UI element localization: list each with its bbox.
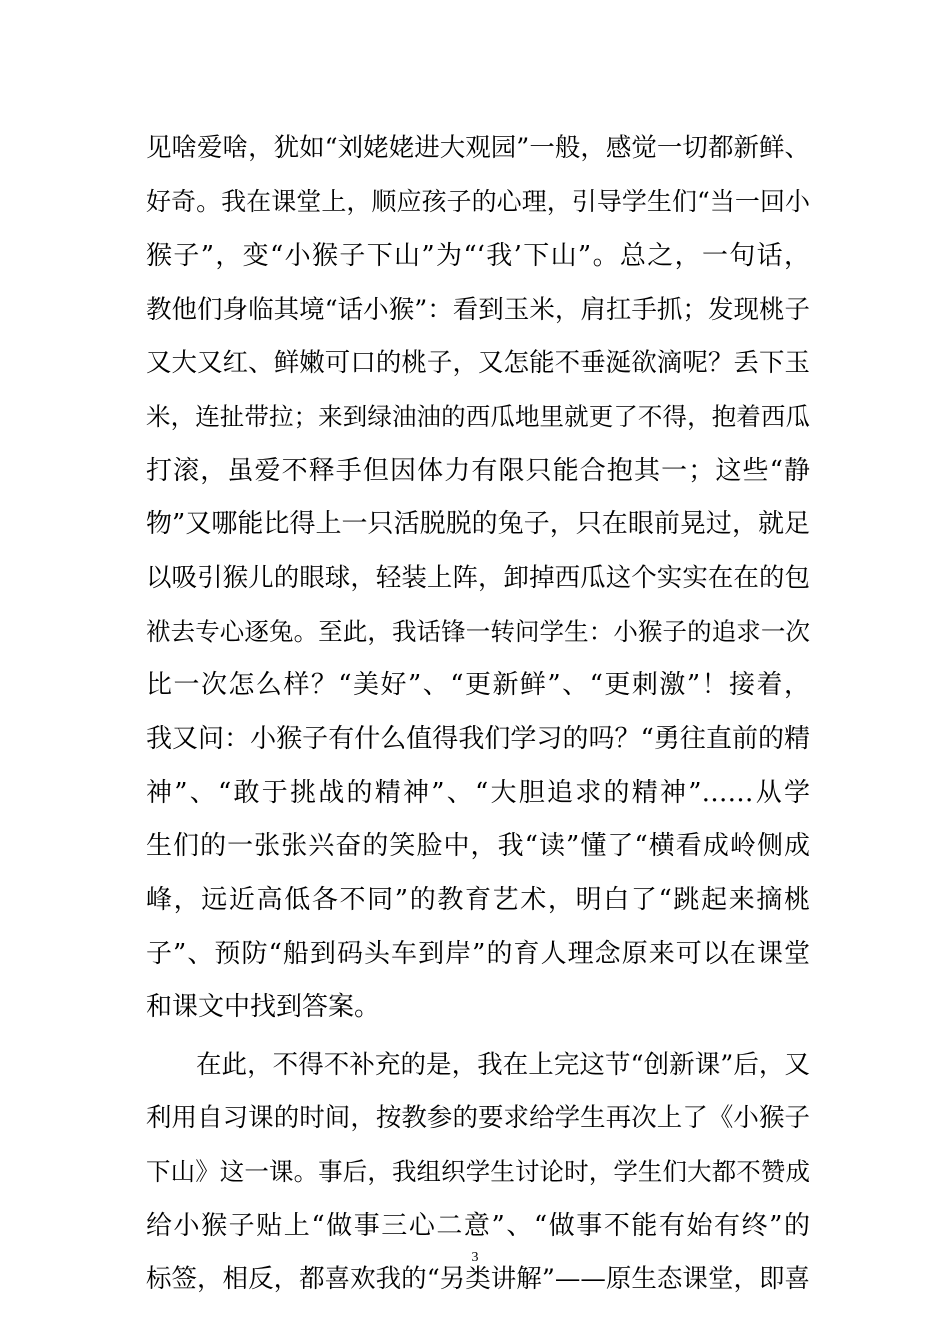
text-line: 利用自习课的时间，按教参的要求给学生再次上了《小猴子 — [146, 1103, 810, 1133]
text-line: 峰，远近高低各不同”的教育艺术，明白了“跳起来摘桃 — [146, 885, 810, 915]
text-line: 在此，不得不补充的是，我在上完这节“创新课”后，又 — [196, 1050, 810, 1080]
text-line: 物”又哪能比得上一只活脱脱的兔子，只在眼前晃过，就足 — [146, 509, 810, 539]
text-line: 以吸引猴儿的眼球，轻装上阵，卸掉西瓜这个实实在在的包 — [146, 563, 810, 593]
text-line: 打滚，虽爱不释手但因体力有限只能合抱其一；这些“静 — [146, 456, 810, 486]
text-line: 猴子”，变“小猴子下山”为“‘我’下山”。总之，一句话， — [146, 241, 810, 271]
text-line: 见啥爱啥，犹如“刘姥姥进大观园”一般，感觉一切都新鲜、 — [146, 133, 810, 163]
text-line: 子”、预防“船到码头车到岸”的育人理念原来可以在课堂 — [146, 939, 810, 969]
text-line: 好奇。我在课堂上，顺应孩子的心理，引导学生们“当一回小 — [146, 187, 810, 216]
text-line: 和课文中找到答案。 — [146, 992, 381, 1022]
text-line: 又大又红、鲜嫩可口的桃子，又怎能不垂涎欲滴呢？丢下玉 — [146, 348, 810, 378]
text-line: 标签，相反，都喜欢我的“另类讲解”——原生态课堂，即喜 — [146, 1264, 810, 1294]
text-line: 袱去专心逐兔。至此，我话锋一转问学生：小猴子的追求一次 — [146, 617, 810, 646]
text-line: 米，连扯带拉；来到绿油油的西瓜地里就更了不得，抱着西瓜 — [146, 402, 810, 431]
text-line: 比一次怎么样？“美好”、“更新鲜”、“更刺激”！接着， — [146, 670, 810, 700]
text-line: 生们的一张张兴奋的笑脸中，我“读”懂了“横看成岭侧成 — [146, 831, 810, 861]
text-line: 给小猴子贴上“做事三心二意”、“做事不能有始有终”的 — [146, 1211, 810, 1241]
text-line: 教他们身临其境“话小猴”：看到玉米，肩扛手抓；发现桃子 — [146, 295, 810, 325]
text-line: 我又问：小猴子有什么值得我们学习的吗？“勇往直前的精 — [146, 724, 810, 754]
page-number: 3 — [471, 1250, 479, 1265]
text-line: 神”、“敢于挑战的精神”、“大胆追求的精神”……从学 — [146, 778, 810, 808]
text-line: 下山》这一课。事后，我组织学生讨论时，学生们大都不赞成 — [146, 1157, 810, 1186]
